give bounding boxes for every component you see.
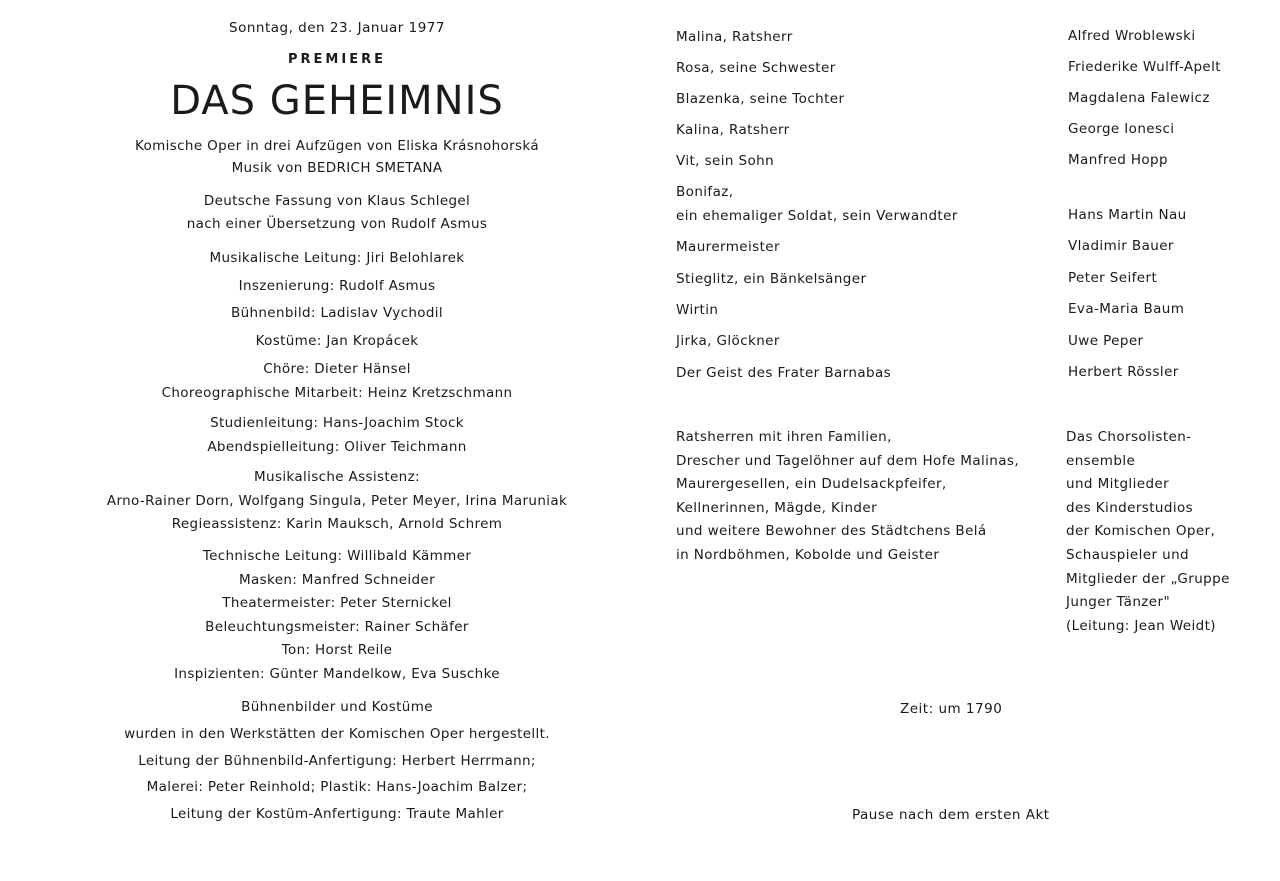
credit-line: Malerei: Peter Reinhold; Plastik: Hans-Joachim Balzer; xyxy=(146,779,528,796)
ensemble-performer-line: Schauspieler und xyxy=(1066,546,1190,563)
cast-role: Jirka, Glöckner xyxy=(676,333,780,349)
credits-block-workshops xyxy=(40,694,634,828)
credits-block-study xyxy=(40,411,634,459)
credit-line: Choreographische Mitarbeit: Heinz Kretzschmann xyxy=(161,385,513,401)
ensemble-roles xyxy=(676,426,1019,568)
ensemble-role-line: Kellnerinnen, Mägde, Kinder xyxy=(676,499,878,516)
cast-actor: Hans Martin Nau xyxy=(1068,207,1187,223)
cast-actor: Magdalena Falewicz xyxy=(1068,90,1210,106)
cast-role: Stieglitz, ein Bänkelsänger xyxy=(676,271,867,287)
cast-actor: George Ionesci xyxy=(1068,121,1175,137)
credit-line: Ton: Horst Reile xyxy=(281,642,393,659)
cast-role: ein ehemaliger Soldat, sein Verwandter xyxy=(676,208,958,224)
credit-line: Musikalische Assistenz: xyxy=(254,469,420,485)
cast-actor: Herbert Rössler xyxy=(1068,364,1179,380)
credit-line: Abendspielleitung: Oliver Teichmann xyxy=(207,439,467,455)
credit-line: Leitung der Kostüm-Anfertigung: Traute Mahler xyxy=(170,806,504,823)
ensemble-role-line: Ratsherren mit ihren Familien, xyxy=(676,429,892,445)
credit-line: Masken: Manfred Schneider xyxy=(239,571,435,588)
cast-actor: Uwe Peper xyxy=(1068,333,1144,349)
performance-date: Sonntag, den 23. Januar 1977 xyxy=(229,20,445,36)
credit-line: Technische Leitung: Willibald Kämmer xyxy=(202,548,472,564)
cast-actor: Friederike Wulff-Apelt xyxy=(1068,59,1221,75)
credit-line: wurden in den Werkstätten der Komischen Oper hergestellt. xyxy=(124,725,550,742)
ensemble-performer-line: und Mitglieder xyxy=(1066,476,1170,493)
intermission-note: Pause nach dem ersten Akt xyxy=(852,807,1050,823)
cast-actor: Eva-Maria Baum xyxy=(1068,301,1185,317)
ensemble-role-line: und weitere Bewohner des Städtchens Belá xyxy=(676,523,987,540)
cast-actor: Vladimir Bauer xyxy=(1068,238,1174,254)
ensemble-performers xyxy=(1066,426,1230,638)
ensemble-performer-line: Das Chorsolisten- xyxy=(1066,429,1192,445)
translation-line: nach einer Übersetzung von Rudolf Asmus xyxy=(186,216,488,232)
cast-role: Der Geist des Frater Barnabas xyxy=(676,365,892,381)
ensemble-role-line: in Nordböhmen, Kobolde und Geister xyxy=(676,546,940,563)
credit-line: Bühnenbild: Ladislav Vychodil xyxy=(230,305,444,322)
cast-role: Maurermeister xyxy=(676,239,780,255)
credit-line: Regieassistenz: Karin Mauksch, Arnold Schrem xyxy=(171,516,503,532)
ensemble-role-line: Maurergesellen, ein Dudelsackpfeifer, xyxy=(676,476,947,493)
subtitle-block xyxy=(40,135,634,179)
credit-line: Theatermeister: Peter Sternickel xyxy=(222,595,452,612)
credits-block-assistance xyxy=(40,466,634,537)
ensemble-performer-line: ensemble xyxy=(1066,452,1136,469)
credit-line: Inszenierung: Rudolf Asmus xyxy=(238,277,436,294)
time-setting: Zeit: um 1790 xyxy=(900,701,1003,717)
credits-block-direction xyxy=(40,245,634,356)
cast-role: Wirtin xyxy=(676,302,719,318)
credit-line: Kostüme: Jan Kropácek xyxy=(255,333,419,350)
credit-line: Inspizienten: Günter Mandelkow, Eva Suschke xyxy=(174,665,500,682)
credit-line: Musikalische Leitung: Jiri Belohlarek xyxy=(209,250,465,266)
credit-line: Beleuchtungsmeister: Rainer Schäfer xyxy=(205,618,469,635)
credits-block-chorus xyxy=(40,357,634,405)
ensemble-performer-line: des Kinderstudios xyxy=(1066,499,1194,516)
cast-actor: Alfred Wroblewski xyxy=(1068,28,1196,44)
credit-line: Leitung der Bühnenbild-Anfertigung: Herbert Herrmann; xyxy=(138,752,536,769)
ensemble-performer-line: Mitglieder der „Gruppe xyxy=(1066,570,1230,587)
credit-line: Chöre: Dieter Hänsel xyxy=(263,361,411,377)
right-page xyxy=(650,0,1280,881)
credit-line: Studienleitung: Hans-Joachim Stock xyxy=(210,415,464,431)
ensemble-role-line: Drescher und Tagelöhner auf dem Hofe Malinas, xyxy=(676,452,1020,469)
subtitle-line: Musik von BEDRICH SMETANA xyxy=(231,160,443,176)
cast-role: Blazenka, seine Tochter xyxy=(676,91,845,107)
translation-block xyxy=(40,190,634,236)
credit-line: Bühnenbilder und Kostüme xyxy=(241,699,433,715)
ensemble-performer-line: (Leitung: Jean Weidt) xyxy=(1066,617,1216,634)
credit-line: Arno-Rainer Dorn, Wolfgang Singula, Peter Meyer, Irina Maruniak xyxy=(106,492,568,509)
opera-title: DAS GEHEIMNIS xyxy=(170,78,504,124)
cast-role: Vit, sein Sohn xyxy=(676,153,775,169)
cast-role: Bonifaz, xyxy=(676,184,734,200)
cast-role: Kalina, Ratsherr xyxy=(676,122,790,138)
ensemble-performer-line: Junger Tänzer" xyxy=(1066,594,1171,611)
cast-actor: Peter Seifert xyxy=(1068,270,1158,286)
cast-role: Rosa, seine Schwester xyxy=(676,60,836,76)
premiere-label: PREMIERE xyxy=(288,52,386,67)
subtitle-line: Komische Oper in drei Aufzügen von Eliska Krásnohorská xyxy=(135,138,539,154)
translation-line: Deutsche Fassung von Klaus Schlegel xyxy=(203,193,471,209)
cast-actor: Manfred Hopp xyxy=(1068,152,1168,168)
ensemble-performer-line: der Komischen Oper, xyxy=(1066,523,1216,540)
credits-block-technical xyxy=(40,545,634,687)
cast-role: Malina, Ratsherr xyxy=(676,29,793,45)
